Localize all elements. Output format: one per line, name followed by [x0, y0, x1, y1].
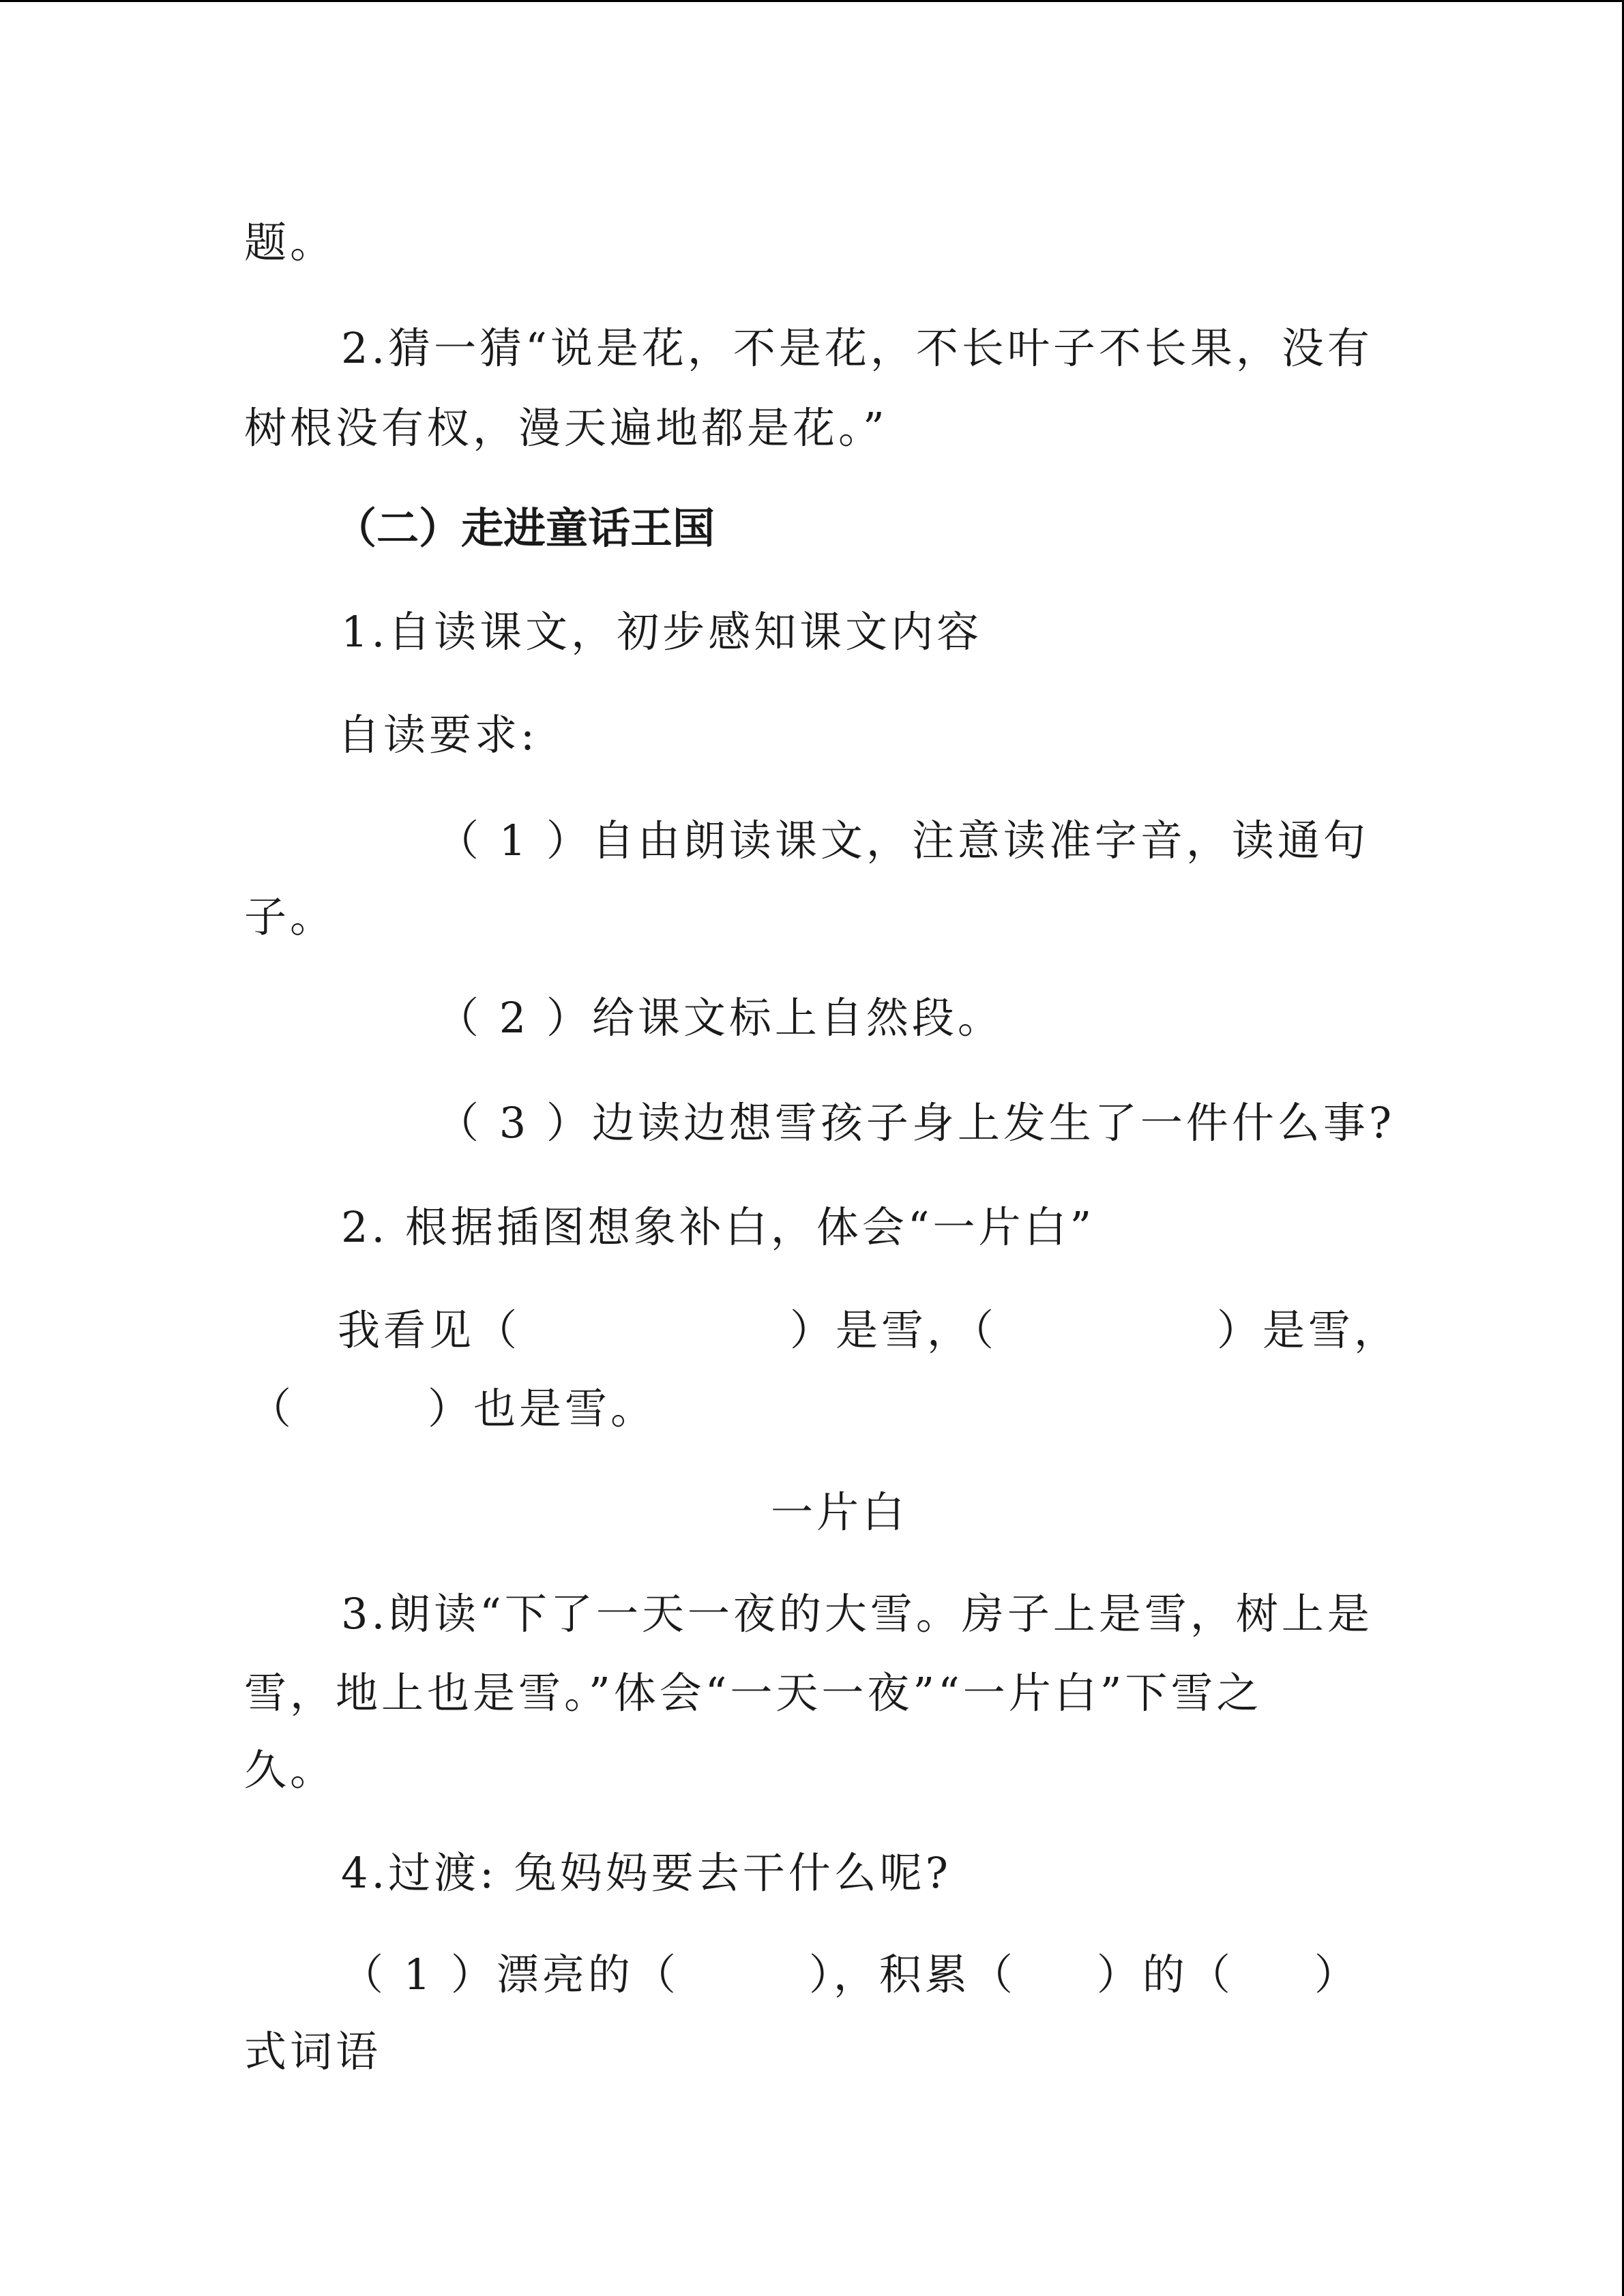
text-part: ）也是雪。 — [428, 1384, 657, 1433]
text-part: （ 1 ）漂亮的（ — [341, 1950, 679, 1999]
text-part: ）是雪，（ — [790, 1305, 998, 1355]
text-line: 4.过渡: 兔妈妈要去干什么呢? — [341, 1848, 951, 1898]
text-part: ）的（ — [1096, 1950, 1234, 1999]
text-line: 1.自读课文，初步感知课文内容 — [341, 607, 983, 657]
text-part: 我看见（ — [338, 1305, 521, 1355]
text-line: 3.朗读“下了一天一夜的大雪。房子上是雪，树上是 — [341, 1589, 1373, 1639]
text-line: 久。 — [244, 1745, 336, 1795]
text-line: （ 1 ）自由朗读课文，注意读准字音，读通句 — [437, 816, 1369, 865]
section-heading: （二）走进童话王国 — [334, 503, 715, 553]
text-line: 式词语 — [244, 2027, 382, 2076]
text-line: 自读要求: — [338, 710, 538, 760]
text-line: 树根没有杈，漫天遍地都是花。” — [244, 403, 888, 453]
text-part: （ — [249, 1384, 295, 1433]
text-part: ）是雪， — [1217, 1305, 1400, 1355]
text-part: ） — [1314, 1950, 1360, 1999]
text-line: 题。 — [244, 218, 336, 267]
text-line: 2.猜一猜“说是花，不是花，不长叶子不长果，没有 — [341, 323, 1373, 373]
fill-in-line — [338, 1303, 1400, 1358]
text-part: ），积累（ — [808, 1950, 1016, 1999]
text-line: 2. 根据插图想象补白，体会“一片白” — [341, 1202, 1095, 1252]
text-line: 子。 — [244, 892, 336, 942]
text-line: （ 2 ）给课文标上自然段。 — [437, 993, 1003, 1043]
centered-text: 一片白 — [771, 1487, 909, 1537]
fill-in-line — [341, 1948, 1360, 2002]
text-line: 雪，地上也是雪。”体会“一天一夜”“一片白”下雪之 — [244, 1668, 1263, 1718]
text-line: （ 3 ）边读边想雪孩子身上发生了一件什么事? — [437, 1098, 1396, 1148]
fill-in-line — [249, 1382, 656, 1436]
